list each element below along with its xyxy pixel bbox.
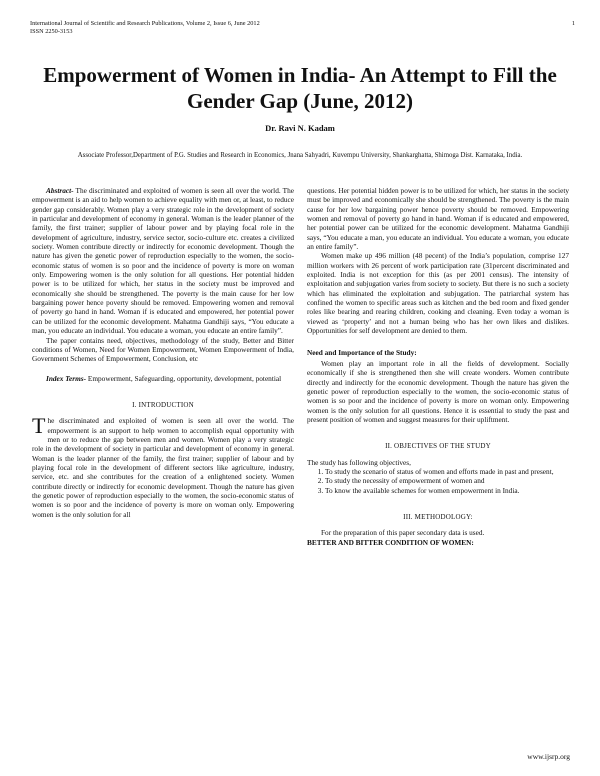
abstract-text: The discriminated and exploited of women is seen all over the world. The empowerment is an aid to help women to achieve equality with men or, at least, to reduce gender gap considerably. Women play a very strategic role in the development of society in particular and development of economy in general. Woman is the leader planner of the family, the first trainer; supplier of labour power and by playing focal role in the development of agriculture, industry, service sector, socio-culture etc. creates a civilized society. Women contribute directly or indirectly for economic development. Though the nature has given the genetic power of reproduction especially to the women, the socio-economic status of women is so poor and the incidence of poverty is more on woman only. Empowering women is the only solution for all questions. Her potential hidden power is to be utilized for which, her status in the society must be improved and economically she should be strengthened. The poverty is the main cause for her low bargaining power hence poverty should be removed. Empowering women and removal of poverty go hand in hand. Woman if is educated and empowered, her potential power can be utilized for the economic development. Mahatma Gandhiji says, “You educate a man, you educate an individual. You educate a woman, you educate an entire family”. <box>32 186 294 336</box>
objective-item: 3. To know the available schemes for women empowerment in India. <box>325 486 569 495</box>
journal-url: www.ijsrp.org <box>527 752 570 761</box>
abstract-para2: The paper contains need, objectives, methodology of the study, Better and Bitter conditions of Women, Need for Women Empowerment, Women Empowerment of India, Government Schemes of Empowerment, Conclusion, etc <box>32 335 294 364</box>
journal-name: International Journal of Scientific and Research Publications, Volume 2, Issue 6, June 2012 <box>30 20 260 27</box>
need-text: Women play an important role in all the fields of development. Socially economically if she is strengthened then she will create wonders. Women contribute directly and indirectly for the economic development. Though the nature has given the genetic power of reproduction especially to the women, the socio-economic status of women is so poor and the incidence of poverty is more on woman only. Empowering women is the only solution for all questions. Hence it is essential to study the past and present position of women and suggest measures for their upliftment. <box>307 358 569 424</box>
introduction-body: he discriminated and exploited of women is seen all over the world. The empowerment is an support to help women to accomplish equal opportunity with men or to reduce the gap between men and women. Women play a very strategic role in the development of society in particular and development of economy in general. Woman is the leader planner of the family, the first trainer; supplier of labour and by playing focal role in the development of different sectors like agriculture, industry, service, etc. and she contributes for the creation of a enlightened society. Women contribute directly or indirectly for economic development. Though the nature has given the genetic power of reproduction especially to the women, the socio-economic status of women is so poor and the incidence of poverty is more on woman only. Empowering women is the only solution for all <box>32 416 294 519</box>
left-column <box>32 186 294 519</box>
introduction-text <box>32 413 294 519</box>
right-para2: Women make up 496 million (48 pecent) of the India’s population, comprise 127 million workers with 26 percent of work participation rate (31percent discriminated and exploited. India is not exception for this (as per 2001 census). The intensity of exploitation and subjugation varies from society to society. But there is no such a society which has eliminated the exploitation and subjugation. The patriarchal system has confined the women to specific areas such as kitchen and the bed room and fixed gender roles like bearing and rearing children, cooking and cleaning. Even today a woman is viewed as ‘property’ and not a human being who has her own likes and dislikes. Opportunities for self development are denied to them. <box>307 251 569 336</box>
section-heading-introduction: I. INTRODUCTION <box>132 400 194 409</box>
running-header <box>30 20 575 36</box>
index-terms <box>32 374 294 383</box>
objective-item: 1. To study the scenario of status of women and efforts made in past and present, <box>325 467 569 476</box>
issn: ISSN 2250-3153 <box>30 28 73 35</box>
methodology-text: For the preparation of this paper secondary data is used. <box>321 528 485 538</box>
index-terms-label: Index Terms- <box>46 373 87 383</box>
section-heading-methodology: III. METHODOLOGY: <box>403 512 473 521</box>
abstract-label: Abstract- <box>46 186 74 195</box>
right-para1: questions. Her potential hidden power is to be utilized for which, her status in the society must be improved and economically she should be strengthened. The poverty is the main cause for her low bargaining power hence poverty should be removed. Empowering women and removal of poverty go hand in hand. Woman if is educated and empowered, her potential power can be utilized for the economic development. Mahatma Gandhiji says, “You educate a man, you educate an individual. You educate a woman, you educate an entire family”. <box>307 186 569 252</box>
index-terms-text: Empowerment, Safeguarding, opportunity, development, potential <box>86 373 282 383</box>
need-heading: Need and Importance of the Study: <box>307 347 417 357</box>
right-column <box>307 186 569 547</box>
paper-title: Empowerment of Women in India- An Attempt to Fill the Gender Gap (June, 2012) <box>43 63 557 113</box>
abstract <box>32 186 294 336</box>
section-heading-objectives: II. OBJECTIVES OF THE STUDY <box>385 442 491 451</box>
author-name: Dr. Ravi N. Kadam <box>265 123 335 133</box>
objective-item: 2. To study the necessity of empowerment of women and <box>325 476 569 485</box>
objectives-intro: The study has following objectives, <box>307 457 411 467</box>
page-number: 1 <box>571 20 575 27</box>
better-bitter-heading: BETTER AND BITTER CONDITION OF WOMEN: <box>307 537 474 547</box>
drop-cap: T <box>32 413 46 439</box>
objectives-list <box>307 467 569 495</box>
author-affiliation: Associate Professor,Department of P.G. Studies and Research in Economics, Jnana Sahyadri, Kuvempu University, Shankarghatta, Shimoga Dist. Karnataka, India. <box>77 152 523 159</box>
